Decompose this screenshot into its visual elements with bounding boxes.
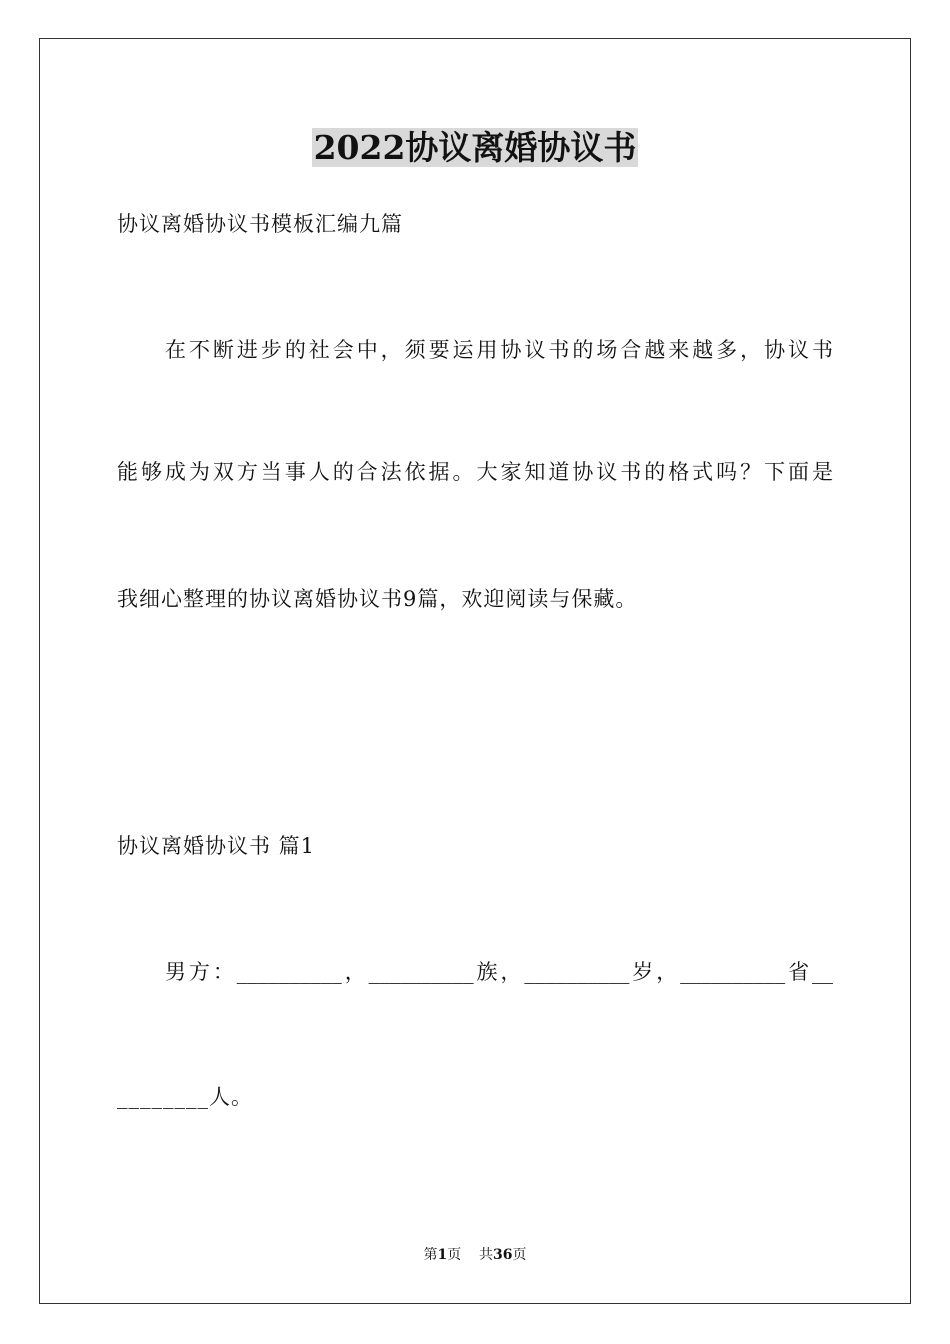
footer-total-pages: 36 (493, 1247, 513, 1263)
section-heading: 协议离婚协议书 篇1 (117, 834, 316, 858)
document-subtitle: 协议离婚协议书模板汇编九篇 (117, 212, 403, 236)
footer-total-prefix: 共 (479, 1247, 494, 1263)
intro-line-3: 我细心整理的协议离婚协议书9篇，欢迎阅读与保藏。 (117, 587, 638, 611)
intro-line-1: 在不断进步的社会中，须要运用协议书的场合越来越多，协议书 (165, 338, 833, 362)
intro-line-2: 能够成为双方当事人的合法依据。大家知道协议书的格式吗？下面是 (117, 460, 833, 484)
document-title-text: 2022协议离婚协议书 (313, 128, 637, 167)
party-line-2: ________人。 (117, 1085, 253, 1109)
party-line-1: 男方：__________，__________族，__________岁，__________省__ (165, 960, 833, 984)
footer-page-prefix: 第 (423, 1247, 438, 1263)
footer-total-suffix: 页 (512, 1247, 527, 1263)
document-title (0, 126, 950, 170)
footer-page-suffix: 页 (447, 1247, 462, 1263)
page-footer (0, 1245, 950, 1265)
footer-page-number: 1 (437, 1247, 448, 1263)
